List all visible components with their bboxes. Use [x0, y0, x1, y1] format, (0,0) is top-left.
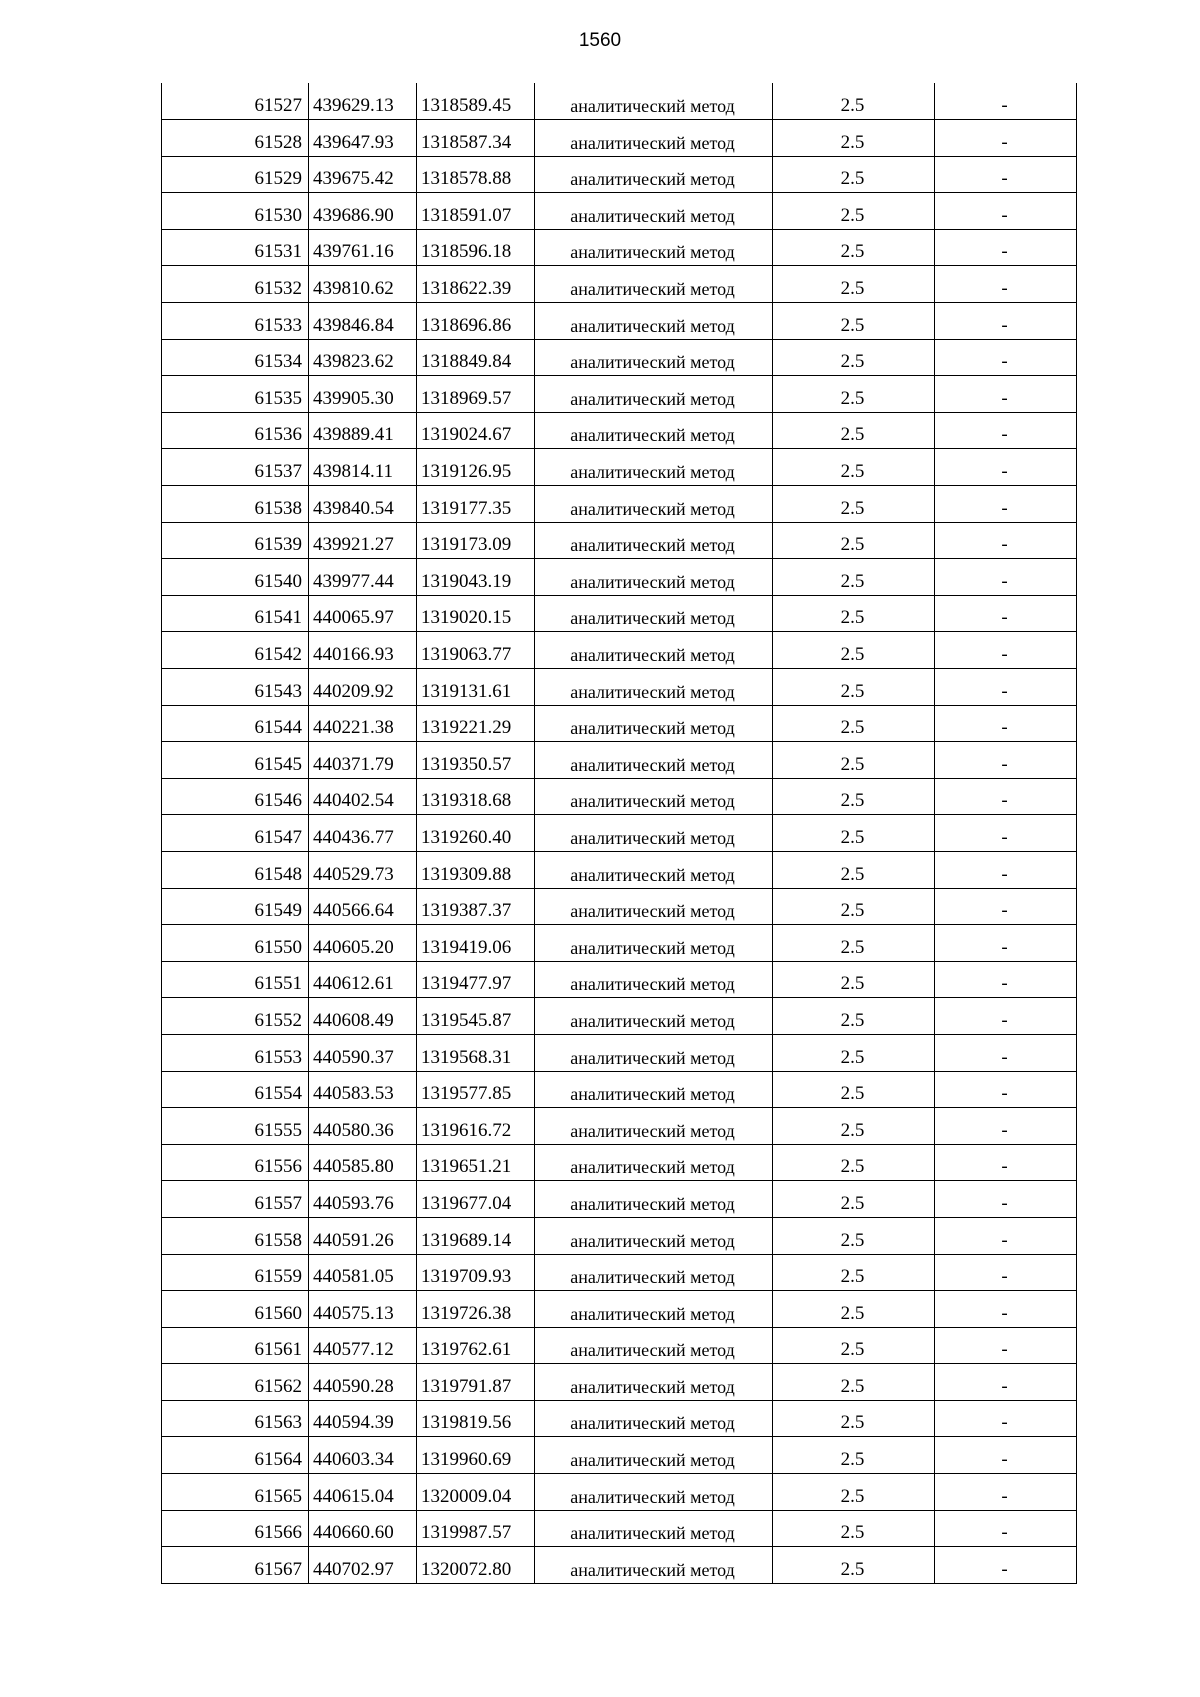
- y-coordinate-cell: 1318596.18: [417, 229, 535, 266]
- method-cell: аналитический метод: [535, 815, 773, 852]
- y-coordinate-cell: 1318587.34: [417, 120, 535, 157]
- method-cell: аналитический метод: [535, 1474, 773, 1511]
- y-coordinate-cell: 1319043.19: [417, 559, 535, 596]
- y-coordinate-cell: 1319616.72: [417, 1108, 535, 1145]
- method-cell: аналитический метод: [535, 1291, 773, 1328]
- y-coordinate-cell: 1318622.39: [417, 266, 535, 303]
- note-cell: -: [935, 339, 1077, 376]
- x-coordinate-cell: 440221.38: [309, 705, 417, 742]
- table-body: [162, 83, 1077, 1583]
- y-coordinate-cell: 1319689.14: [417, 1217, 535, 1254]
- y-coordinate-cell: 1319677.04: [417, 1181, 535, 1218]
- note-cell: -: [935, 1034, 1077, 1071]
- method-cell: аналитический метод: [535, 83, 773, 120]
- table-row: [162, 229, 1077, 266]
- point-number-cell: 61555: [162, 1108, 309, 1145]
- method-cell: аналитический метод: [535, 1071, 773, 1108]
- y-coordinate-cell: 1319568.31: [417, 1034, 535, 1071]
- point-number-cell: 61536: [162, 412, 309, 449]
- y-coordinate-cell: 1318849.84: [417, 339, 535, 376]
- accuracy-cell: 2.5: [773, 1144, 935, 1181]
- method-cell: аналитический метод: [535, 412, 773, 449]
- accuracy-cell: 2.5: [773, 412, 935, 449]
- method-cell: аналитический метод: [535, 742, 773, 779]
- y-coordinate-cell: 1319577.85: [417, 1071, 535, 1108]
- note-cell: -: [935, 1108, 1077, 1145]
- note-cell: -: [935, 1291, 1077, 1328]
- note-cell: -: [935, 1510, 1077, 1547]
- point-number-cell: 61541: [162, 595, 309, 632]
- point-number-cell: 61566: [162, 1510, 309, 1547]
- y-coordinate-cell: 1319221.29: [417, 705, 535, 742]
- method-cell: аналитический метод: [535, 961, 773, 998]
- y-coordinate-cell: 1319387.37: [417, 888, 535, 925]
- y-coordinate-cell: 1319709.93: [417, 1254, 535, 1291]
- accuracy-cell: 2.5: [773, 1217, 935, 1254]
- method-cell: аналитический метод: [535, 669, 773, 706]
- note-cell: -: [935, 632, 1077, 669]
- x-coordinate-cell: 439761.16: [309, 229, 417, 266]
- note-cell: -: [935, 486, 1077, 523]
- note-cell: -: [935, 851, 1077, 888]
- accuracy-cell: 2.5: [773, 120, 935, 157]
- y-coordinate-cell: 1318969.57: [417, 376, 535, 413]
- note-cell: -: [935, 961, 1077, 998]
- table-row: [162, 266, 1077, 303]
- accuracy-cell: 2.5: [773, 998, 935, 1035]
- accuracy-cell: 2.5: [773, 888, 935, 925]
- y-coordinate-cell: 1319987.57: [417, 1510, 535, 1547]
- accuracy-cell: 2.5: [773, 229, 935, 266]
- x-coordinate-cell: 440590.37: [309, 1034, 417, 1071]
- point-number-cell: 61554: [162, 1071, 309, 1108]
- y-coordinate-cell: 1319024.67: [417, 412, 535, 449]
- note-cell: -: [935, 742, 1077, 779]
- point-number-cell: 61559: [162, 1254, 309, 1291]
- note-cell: -: [935, 1400, 1077, 1437]
- accuracy-cell: 2.5: [773, 961, 935, 998]
- x-coordinate-cell: 440166.93: [309, 632, 417, 669]
- x-coordinate-cell: 440605.20: [309, 925, 417, 962]
- y-coordinate-cell: 1318591.07: [417, 193, 535, 230]
- point-number-cell: 61557: [162, 1181, 309, 1218]
- point-number-cell: 61544: [162, 705, 309, 742]
- note-cell: -: [935, 998, 1077, 1035]
- x-coordinate-cell: 440593.76: [309, 1181, 417, 1218]
- table-row: [162, 1327, 1077, 1364]
- x-coordinate-cell: 440580.36: [309, 1108, 417, 1145]
- accuracy-cell: 2.5: [773, 303, 935, 340]
- table-row: [162, 120, 1077, 157]
- y-coordinate-cell: 1319762.61: [417, 1327, 535, 1364]
- table-row: [162, 83, 1077, 120]
- x-coordinate-cell: 440585.80: [309, 1144, 417, 1181]
- x-coordinate-cell: 440660.60: [309, 1510, 417, 1547]
- accuracy-cell: 2.5: [773, 1034, 935, 1071]
- y-coordinate-cell: 1319350.57: [417, 742, 535, 779]
- table-row: [162, 1291, 1077, 1328]
- table-row: [162, 449, 1077, 486]
- accuracy-cell: 2.5: [773, 778, 935, 815]
- note-cell: -: [935, 303, 1077, 340]
- point-number-cell: 61543: [162, 669, 309, 706]
- point-number-cell: 61539: [162, 522, 309, 559]
- method-cell: аналитический метод: [535, 522, 773, 559]
- note-cell: -: [935, 1327, 1077, 1364]
- x-coordinate-cell: 439889.41: [309, 412, 417, 449]
- note-cell: -: [935, 669, 1077, 706]
- y-coordinate-cell: 1318578.88: [417, 156, 535, 193]
- method-cell: аналитический метод: [535, 998, 773, 1035]
- x-coordinate-cell: 439629.13: [309, 83, 417, 120]
- method-cell: аналитический метод: [535, 1400, 773, 1437]
- method-cell: аналитический метод: [535, 193, 773, 230]
- point-number-cell: 61565: [162, 1474, 309, 1511]
- x-coordinate-cell: 440608.49: [309, 998, 417, 1035]
- note-cell: -: [935, 193, 1077, 230]
- method-cell: аналитический метод: [535, 1437, 773, 1474]
- point-number-cell: 61534: [162, 339, 309, 376]
- table-row: [162, 486, 1077, 523]
- page-number: 1560: [578, 30, 622, 51]
- table-row: [162, 888, 1077, 925]
- x-coordinate-cell: 439921.27: [309, 522, 417, 559]
- method-cell: аналитический метод: [535, 1364, 773, 1401]
- y-coordinate-cell: 1319791.87: [417, 1364, 535, 1401]
- y-coordinate-cell: 1319960.69: [417, 1437, 535, 1474]
- method-cell: аналитический метод: [535, 1510, 773, 1547]
- table-row: [162, 1547, 1077, 1584]
- table-row: [162, 815, 1077, 852]
- accuracy-cell: 2.5: [773, 851, 935, 888]
- point-number-cell: 61560: [162, 1291, 309, 1328]
- table-row: [162, 998, 1077, 1035]
- accuracy-cell: 2.5: [773, 193, 935, 230]
- accuracy-cell: 2.5: [773, 815, 935, 852]
- method-cell: аналитический метод: [535, 229, 773, 266]
- method-cell: аналитический метод: [535, 1327, 773, 1364]
- accuracy-cell: 2.5: [773, 522, 935, 559]
- table-row: [162, 522, 1077, 559]
- point-number-cell: 61531: [162, 229, 309, 266]
- y-coordinate-cell: 1320009.04: [417, 1474, 535, 1511]
- x-coordinate-cell: 440566.64: [309, 888, 417, 925]
- x-coordinate-cell: 440702.97: [309, 1547, 417, 1584]
- accuracy-cell: 2.5: [773, 486, 935, 523]
- x-coordinate-cell: 439977.44: [309, 559, 417, 596]
- method-cell: аналитический метод: [535, 778, 773, 815]
- point-number-cell: 61552: [162, 998, 309, 1035]
- accuracy-cell: 2.5: [773, 266, 935, 303]
- method-cell: аналитический метод: [535, 266, 773, 303]
- y-coordinate-cell: 1319020.15: [417, 595, 535, 632]
- note-cell: -: [935, 559, 1077, 596]
- table-row: [162, 412, 1077, 449]
- table-row: [162, 1144, 1077, 1181]
- note-cell: -: [935, 1547, 1077, 1584]
- method-cell: аналитический метод: [535, 303, 773, 340]
- accuracy-cell: 2.5: [773, 1364, 935, 1401]
- y-coordinate-cell: 1319545.87: [417, 998, 535, 1035]
- note-cell: -: [935, 925, 1077, 962]
- accuracy-cell: 2.5: [773, 1108, 935, 1145]
- y-coordinate-cell: 1319177.35: [417, 486, 535, 523]
- method-cell: аналитический метод: [535, 559, 773, 596]
- x-coordinate-cell: 439840.54: [309, 486, 417, 523]
- x-coordinate-cell: 440065.97: [309, 595, 417, 632]
- table-row: [162, 778, 1077, 815]
- x-coordinate-cell: 439686.90: [309, 193, 417, 230]
- x-coordinate-cell: 440591.26: [309, 1217, 417, 1254]
- point-number-cell: 61556: [162, 1144, 309, 1181]
- note-cell: -: [935, 229, 1077, 266]
- x-coordinate-cell: 440583.53: [309, 1071, 417, 1108]
- accuracy-cell: 2.5: [773, 705, 935, 742]
- point-number-cell: 61561: [162, 1327, 309, 1364]
- accuracy-cell: 2.5: [773, 1071, 935, 1108]
- x-coordinate-cell: 439675.42: [309, 156, 417, 193]
- table-row: [162, 156, 1077, 193]
- method-cell: аналитический метод: [535, 925, 773, 962]
- note-cell: -: [935, 888, 1077, 925]
- table-row: [162, 742, 1077, 779]
- method-cell: аналитический метод: [535, 376, 773, 413]
- table-row: [162, 851, 1077, 888]
- coordinates-table: [161, 83, 1077, 1584]
- method-cell: аналитический метод: [535, 1108, 773, 1145]
- accuracy-cell: 2.5: [773, 156, 935, 193]
- point-number-cell: 61551: [162, 961, 309, 998]
- note-cell: -: [935, 120, 1077, 157]
- x-coordinate-cell: 440209.92: [309, 669, 417, 706]
- table-row: [162, 1181, 1077, 1218]
- point-number-cell: 61550: [162, 925, 309, 962]
- point-number-cell: 61529: [162, 156, 309, 193]
- accuracy-cell: 2.5: [773, 1474, 935, 1511]
- table-row: [162, 193, 1077, 230]
- x-coordinate-cell: 440371.79: [309, 742, 417, 779]
- table-row: [162, 376, 1077, 413]
- note-cell: -: [935, 376, 1077, 413]
- method-cell: аналитический метод: [535, 1254, 773, 1291]
- method-cell: аналитический метод: [535, 449, 773, 486]
- accuracy-cell: 2.5: [773, 1291, 935, 1328]
- table-row: [162, 303, 1077, 340]
- table-row: [162, 1108, 1077, 1145]
- table-row: [162, 1034, 1077, 1071]
- x-coordinate-cell: 440529.73: [309, 851, 417, 888]
- table-row: [162, 669, 1077, 706]
- x-coordinate-cell: 440615.04: [309, 1474, 417, 1511]
- x-coordinate-cell: 439814.11: [309, 449, 417, 486]
- y-coordinate-cell: 1319318.68: [417, 778, 535, 815]
- accuracy-cell: 2.5: [773, 1547, 935, 1584]
- y-coordinate-cell: 1318696.86: [417, 303, 535, 340]
- table-row: [162, 961, 1077, 998]
- table-row: [162, 632, 1077, 669]
- note-cell: -: [935, 595, 1077, 632]
- point-number-cell: 61558: [162, 1217, 309, 1254]
- accuracy-cell: 2.5: [773, 632, 935, 669]
- note-cell: -: [935, 522, 1077, 559]
- point-number-cell: 61540: [162, 559, 309, 596]
- table-row: [162, 1437, 1077, 1474]
- method-cell: аналитический метод: [535, 156, 773, 193]
- note-cell: -: [935, 1474, 1077, 1511]
- accuracy-cell: 2.5: [773, 376, 935, 413]
- point-number-cell: 61537: [162, 449, 309, 486]
- y-coordinate-cell: 1319477.97: [417, 961, 535, 998]
- x-coordinate-cell: 439846.84: [309, 303, 417, 340]
- y-coordinate-cell: 1319819.56: [417, 1400, 535, 1437]
- note-cell: -: [935, 705, 1077, 742]
- method-cell: аналитический метод: [535, 1034, 773, 1071]
- table-row: [162, 925, 1077, 962]
- y-coordinate-cell: 1319726.38: [417, 1291, 535, 1328]
- table-row: [162, 559, 1077, 596]
- point-number-cell: 61538: [162, 486, 309, 523]
- x-coordinate-cell: 440581.05: [309, 1254, 417, 1291]
- note-cell: -: [935, 815, 1077, 852]
- x-coordinate-cell: 439647.93: [309, 120, 417, 157]
- x-coordinate-cell: 440436.77: [309, 815, 417, 852]
- accuracy-cell: 2.5: [773, 595, 935, 632]
- point-number-cell: 61528: [162, 120, 309, 157]
- accuracy-cell: 2.5: [773, 1437, 935, 1474]
- table-row: [162, 1400, 1077, 1437]
- point-number-cell: 61535: [162, 376, 309, 413]
- accuracy-cell: 2.5: [773, 1254, 935, 1291]
- y-coordinate-cell: 1319126.95: [417, 449, 535, 486]
- point-number-cell: 61562: [162, 1364, 309, 1401]
- y-coordinate-cell: 1319309.88: [417, 851, 535, 888]
- note-cell: -: [935, 1364, 1077, 1401]
- method-cell: аналитический метод: [535, 1144, 773, 1181]
- note-cell: -: [935, 1254, 1077, 1291]
- y-coordinate-cell: 1319260.40: [417, 815, 535, 852]
- table-row: [162, 1217, 1077, 1254]
- table-row: [162, 1071, 1077, 1108]
- accuracy-cell: 2.5: [773, 559, 935, 596]
- x-coordinate-cell: 440575.13: [309, 1291, 417, 1328]
- x-coordinate-cell: 440590.28: [309, 1364, 417, 1401]
- accuracy-cell: 2.5: [773, 449, 935, 486]
- note-cell: -: [935, 1181, 1077, 1218]
- note-cell: -: [935, 1217, 1077, 1254]
- point-number-cell: 61563: [162, 1400, 309, 1437]
- y-coordinate-cell: 1318589.45: [417, 83, 535, 120]
- method-cell: аналитический метод: [535, 1217, 773, 1254]
- point-number-cell: 61527: [162, 83, 309, 120]
- accuracy-cell: 2.5: [773, 1400, 935, 1437]
- note-cell: -: [935, 83, 1077, 120]
- accuracy-cell: 2.5: [773, 339, 935, 376]
- note-cell: -: [935, 778, 1077, 815]
- point-number-cell: 61545: [162, 742, 309, 779]
- table-row: [162, 1254, 1077, 1291]
- point-number-cell: 61532: [162, 266, 309, 303]
- table-row: [162, 1364, 1077, 1401]
- accuracy-cell: 2.5: [773, 669, 935, 706]
- y-coordinate-cell: 1319063.77: [417, 632, 535, 669]
- point-number-cell: 61567: [162, 1547, 309, 1584]
- table-row: [162, 1474, 1077, 1511]
- table-row: [162, 339, 1077, 376]
- method-cell: аналитический метод: [535, 595, 773, 632]
- x-coordinate-cell: 440577.12: [309, 1327, 417, 1364]
- table-row: [162, 705, 1077, 742]
- point-number-cell: 61548: [162, 851, 309, 888]
- y-coordinate-cell: 1320072.80: [417, 1547, 535, 1584]
- method-cell: аналитический метод: [535, 1547, 773, 1584]
- x-coordinate-cell: 440612.61: [309, 961, 417, 998]
- point-number-cell: 61533: [162, 303, 309, 340]
- method-cell: аналитический метод: [535, 705, 773, 742]
- point-number-cell: 61530: [162, 193, 309, 230]
- x-coordinate-cell: 439810.62: [309, 266, 417, 303]
- note-cell: -: [935, 449, 1077, 486]
- point-number-cell: 61549: [162, 888, 309, 925]
- x-coordinate-cell: 440603.34: [309, 1437, 417, 1474]
- note-cell: -: [935, 1437, 1077, 1474]
- table-row: [162, 595, 1077, 632]
- method-cell: аналитический метод: [535, 632, 773, 669]
- y-coordinate-cell: 1319173.09: [417, 522, 535, 559]
- table-row: [162, 1510, 1077, 1547]
- method-cell: аналитический метод: [535, 120, 773, 157]
- note-cell: -: [935, 412, 1077, 449]
- accuracy-cell: 2.5: [773, 925, 935, 962]
- accuracy-cell: 2.5: [773, 742, 935, 779]
- method-cell: аналитический метод: [535, 486, 773, 523]
- point-number-cell: 61547: [162, 815, 309, 852]
- accuracy-cell: 2.5: [773, 83, 935, 120]
- x-coordinate-cell: 439905.30: [309, 376, 417, 413]
- point-number-cell: 61553: [162, 1034, 309, 1071]
- method-cell: аналитический метод: [535, 339, 773, 376]
- point-number-cell: 61546: [162, 778, 309, 815]
- x-coordinate-cell: 440594.39: [309, 1400, 417, 1437]
- method-cell: аналитический метод: [535, 888, 773, 925]
- note-cell: -: [935, 1071, 1077, 1108]
- note-cell: -: [935, 266, 1077, 303]
- point-number-cell: 61564: [162, 1437, 309, 1474]
- point-number-cell: 61542: [162, 632, 309, 669]
- y-coordinate-cell: 1319131.61: [417, 669, 535, 706]
- note-cell: -: [935, 156, 1077, 193]
- y-coordinate-cell: 1319651.21: [417, 1144, 535, 1181]
- x-coordinate-cell: 440402.54: [309, 778, 417, 815]
- accuracy-cell: 2.5: [773, 1181, 935, 1218]
- accuracy-cell: 2.5: [773, 1327, 935, 1364]
- x-coordinate-cell: 439823.62: [309, 339, 417, 376]
- method-cell: аналитический метод: [535, 1181, 773, 1218]
- y-coordinate-cell: 1319419.06: [417, 925, 535, 962]
- accuracy-cell: 2.5: [773, 1510, 935, 1547]
- method-cell: аналитический метод: [535, 851, 773, 888]
- note-cell: -: [935, 1144, 1077, 1181]
